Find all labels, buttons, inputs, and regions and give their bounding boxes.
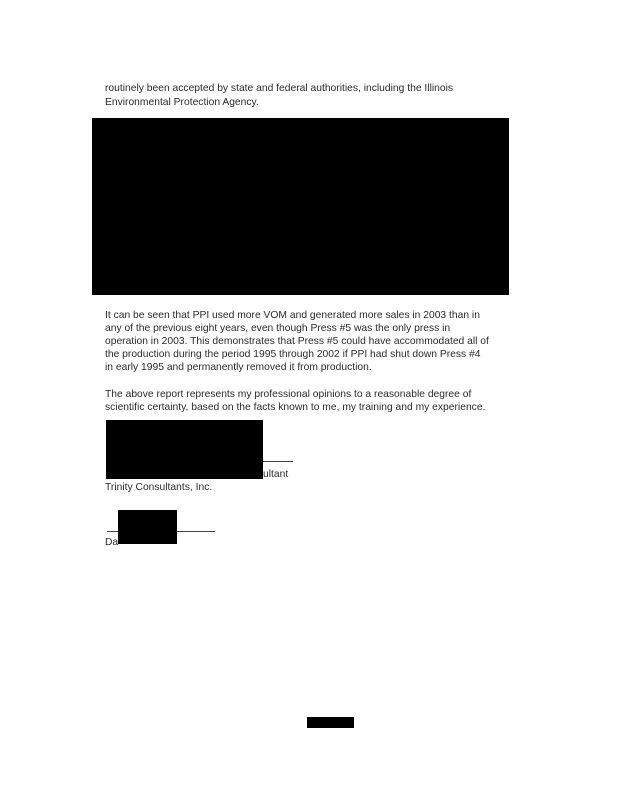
intro-line-1: routinely been accepted by state and federal authorities, including the Illinois [105,83,454,94]
intro-line-2: Environmental Protection Agency. [105,97,259,108]
redacted-table-block [92,118,509,295]
redacted-date [118,510,177,544]
signature-title-fragment: ultant [263,469,289,480]
company-name: Trinity Consultants, Inc. [105,482,213,493]
redacted-page-number [307,717,354,728]
paragraph1-line-5: in early 1995 and permanently removed it from production. [105,362,372,373]
paragraph2-line-1: The above report represents my professional opinions to a reasonable degree of [105,389,472,400]
date-label-fragment: Da [105,537,119,548]
paragraph1-line-4: the production during the period 1995 through 2002 if PPI had shut down Press #4 [105,349,481,360]
paragraph1-line-3: operation in 2003. This demonstrates that Press #5 could have accommodated all of [105,336,489,347]
paragraph1-line-2: any of the previous eight years, even though Press #5 was the only press in [105,323,451,334]
redacted-signature [106,420,263,479]
paragraph1-line-1: It can be seen that PPI used more VOM and generated more sales in 2003 than in [105,310,480,321]
paragraph2-line-2: scientific certainty, based on the facts known to me, my training and my experience. [105,402,486,413]
